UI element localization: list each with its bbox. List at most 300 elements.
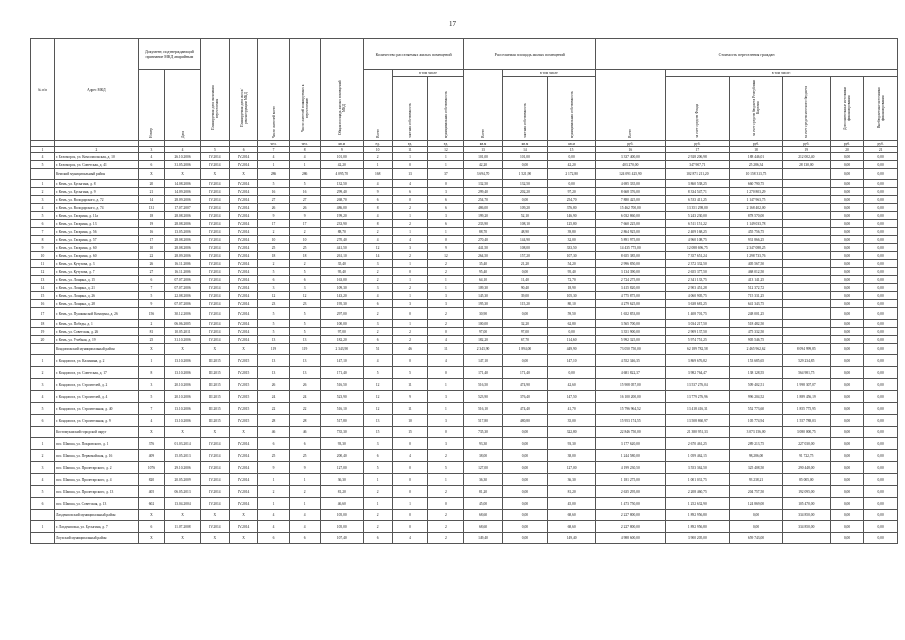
table-cell: 73 050 750,00 [596, 344, 665, 355]
table-cell: 28.08.2006 [165, 236, 201, 244]
table-cell: 8 [363, 204, 392, 212]
table-cell: 0,00 [502, 510, 547, 521]
table-cell: IV.2014 [200, 212, 229, 220]
table-cell: 95,40 [548, 268, 596, 276]
table-cell: 14 435 775,00 [596, 244, 665, 252]
table-cell: 13 508 860,97 [665, 415, 730, 427]
table-cell: 1 [392, 212, 428, 220]
address-cell: г. Кондопога, ул. Калинина, д. 2 [54, 355, 138, 367]
table-cell: 2 [138, 320, 164, 328]
table-cell: 333,50 [548, 244, 596, 252]
table-cell: Х [138, 510, 164, 521]
column-number-cell: 16 [596, 147, 665, 153]
table-cell: 22 [258, 403, 289, 415]
table-cell: 4 552 346,35 [596, 355, 665, 367]
table-cell: 3 553 362,50 [665, 462, 730, 474]
table-cell: 1 855 775,95 [782, 403, 830, 415]
table-cell: 1 [363, 498, 392, 510]
table-cell: 14.08.2006 [165, 180, 201, 188]
table-cell: 24 [289, 391, 320, 403]
table-cell: 18 [138, 212, 164, 220]
table-cell: 1 [392, 276, 428, 284]
table-cell: 182,20 [320, 336, 363, 344]
table-cell: 2 341 133,75 [665, 276, 730, 284]
table-cell: 5 [31, 212, 55, 220]
table-cell: 200,40 [320, 450, 363, 462]
table-cell: 516,10 [320, 403, 363, 415]
table-cell: 405 [138, 486, 164, 498]
table-cell: 41,70 [548, 403, 596, 415]
table-cell [782, 292, 830, 300]
table-cell: 0,00 [864, 344, 898, 355]
header-rooms-group: Количество расселяемых жилых помещений [363, 39, 464, 70]
table-cell: 20 [31, 336, 55, 344]
table-cell: 1 [31, 180, 55, 188]
unit-cell: руб. [864, 141, 898, 147]
table-cell: 68,60 [548, 521, 596, 533]
table-cell: 6 [392, 188, 428, 196]
table-cell: 5 [258, 320, 289, 328]
table-cell: 5 [289, 328, 320, 336]
table-row [31, 196, 898, 204]
table-cell: 97,00 [320, 328, 363, 336]
table-row [31, 498, 898, 510]
summary-row [31, 427, 898, 438]
table-cell: 12 [428, 252, 464, 260]
table-cell: 5 992 325,00 [596, 336, 665, 344]
table-cell: 42,20 [464, 161, 502, 169]
table-cell: 14 [31, 284, 55, 292]
table-cell: 0,00 [502, 196, 547, 204]
table-cell: 149,40 [464, 533, 502, 544]
table-cell: 376,80 [548, 204, 596, 212]
table-cell: 3 351 900,00 [596, 328, 665, 336]
table-cell: 10 [138, 244, 164, 252]
table-cell [782, 252, 830, 260]
table-cell: 12 088 696,75 [665, 244, 730, 252]
table-cell: 35,40 [464, 260, 502, 268]
table-cell: 2 [392, 328, 428, 336]
table-cell [31, 169, 55, 180]
table-cell: 0,00 [830, 427, 864, 438]
table-cell: 1 298 733,76 [730, 252, 783, 260]
column-number-cell: 17 [665, 147, 730, 153]
header-area-total: Всего [464, 70, 502, 141]
table-cell: 26 [289, 204, 320, 212]
table-cell: 2 [363, 308, 392, 320]
table-cell: 3 [363, 320, 392, 328]
table-cell: 4 [428, 336, 464, 344]
table-cell: 1 [392, 228, 428, 236]
table-cell: 10 [289, 236, 320, 244]
table-cell: 0,00 [864, 510, 898, 521]
table-cell: 7 880 425,00 [596, 196, 665, 204]
table-cell: 233,90 [464, 220, 502, 228]
address-cell: г. Кондопога, ул. Строителей, д. 4 [54, 391, 138, 403]
table-cell: 2 343,90 [320, 344, 363, 355]
column-number-cell: 2 [54, 147, 138, 153]
table-cell: 9 [258, 212, 289, 220]
table-cell: 3 900 205,00 [665, 533, 730, 544]
table-cell: 878 570,00 [730, 212, 783, 220]
table-cell [782, 220, 830, 228]
table-row [31, 328, 898, 336]
table-cell: IV.2014 [200, 204, 229, 212]
table-cell: 1 892 956,80 [665, 510, 730, 521]
table-cell: Х [138, 344, 164, 355]
table-cell: 46 [258, 427, 289, 438]
table-row [31, 276, 898, 284]
table-cell: Х [165, 427, 201, 438]
table-cell: 0,00 [548, 367, 596, 379]
table-cell: 15 796 964,52 [596, 403, 665, 415]
table-cell: IV.2014 [229, 521, 258, 533]
header-cost-group: Стоимость переселения граждан [596, 39, 898, 70]
table-cell: 0,00 [502, 161, 547, 169]
table-cell: IV.2014 [200, 462, 229, 474]
table-cell: 39,00 [502, 292, 547, 300]
table-cell: 15.05.2013 [165, 450, 201, 462]
table-cell: 2 372 332,50 [665, 260, 730, 268]
table-cell: 4 060 905,75 [665, 292, 730, 300]
table-cell: IV.2014 [229, 438, 258, 450]
header-cost-fund: за счет средств Фонда [665, 77, 730, 141]
address-cell: г. Кемь, ул. Гагарина, д. 60 [54, 244, 138, 252]
table-cell: IV.2014 [200, 320, 229, 328]
table-row [31, 212, 898, 220]
table-cell: 441,50 [464, 244, 502, 252]
table-cell: 0 [428, 367, 464, 379]
table-cell: 2 [428, 510, 464, 521]
table-cell: 4 [363, 292, 392, 300]
unit-cell: руб. [730, 141, 783, 147]
table-cell: 27 [138, 268, 164, 276]
table-cell: 2 [31, 367, 55, 379]
table-cell: 42,60 [548, 379, 596, 391]
table-cell: 1 408 701,75 [665, 308, 730, 320]
table-cell: 22 [138, 252, 164, 260]
table-cell: 13.05.2006 [165, 228, 201, 236]
table-cell: 25 [258, 244, 289, 252]
table-cell: 93,30 [464, 438, 502, 450]
table-cell: 3 415 820,00 [596, 284, 665, 292]
header-planned-end: Планируемая дата окончания переселения [200, 39, 229, 141]
header-area-municipal: муниципальная собственность [548, 77, 596, 141]
table-cell: 0,00 [830, 284, 864, 292]
table-cell: 905 546,75 [730, 336, 783, 344]
table-cell: 11 [392, 379, 428, 391]
table-cell: IV.2014 [229, 212, 258, 220]
table-cell: 147,10 [548, 355, 596, 367]
table-cell: 10 158 313,75 [730, 169, 783, 180]
address-cell: пос. Шапша, ул. Первомайская, д. 16 [54, 450, 138, 462]
table-cell: 25 [138, 336, 164, 344]
table-cell: 517,80 [464, 415, 502, 427]
table-cell: 90,40 [502, 284, 547, 292]
unit-cell: руб. [596, 141, 665, 147]
table-cell: 286 [289, 169, 320, 180]
unit-cell: руб. [782, 141, 830, 147]
table-cell: 290 448,00 [782, 462, 830, 474]
table-cell: 516,10 [464, 403, 502, 415]
summary-row [31, 169, 898, 180]
table-cell: 4 [31, 474, 55, 486]
column-number-cell: 11 [392, 147, 428, 153]
table-cell: 202,20 [502, 188, 547, 196]
table-cell: 0 [392, 308, 428, 320]
table-cell: 68,60 [548, 510, 596, 521]
header-total-area: Общая площадь жилых помещений МКД [320, 39, 363, 141]
table-cell: 3 638 681,25 [665, 300, 730, 308]
table-row [31, 367, 898, 379]
table-cell: 48,90 [502, 228, 547, 236]
table-cell: 4 [363, 212, 392, 220]
table-cell: 20.10.2006 [165, 379, 201, 391]
unit-cell: ед. [428, 141, 464, 147]
header-area-group: Расселяемая площадь жилых помещений [464, 39, 596, 70]
table-cell: 3 [363, 438, 392, 450]
table-cell: 101,00 [320, 153, 363, 161]
table-cell: IV.2014 [229, 486, 258, 498]
table-row [31, 308, 898, 320]
table-cell: 25 [258, 450, 289, 462]
table-cell: 3 034 217,50 [665, 320, 730, 328]
table-row [31, 391, 898, 403]
table-cell: IV.2014 [229, 153, 258, 161]
table-cell [31, 510, 55, 521]
table-cell: 1 [428, 379, 464, 391]
table-cell: 0,00 [864, 169, 898, 180]
table-cell: 17 [31, 308, 55, 320]
table-cell: 06.06.2005 [165, 320, 201, 328]
column-number-cell: 4 [165, 147, 201, 153]
table-cell: 62,80 [548, 320, 596, 328]
table-cell: 0,00 [830, 403, 864, 415]
table-cell: 6 [363, 300, 392, 308]
table-cell: 26 [289, 379, 320, 391]
table-cell: 0,00 [830, 252, 864, 260]
table-cell: 0,00 [864, 320, 898, 328]
table-cell: 45,00 [548, 498, 596, 510]
table-row [31, 300, 898, 308]
address-cell: г. Беломорск, ул. Советская, д. 41 [54, 161, 138, 169]
table-cell [782, 336, 830, 344]
column-number-cell: 3 [138, 147, 164, 153]
table-cell: 1 [392, 153, 428, 161]
table-cell: 52,10 [502, 212, 547, 220]
table-cell: 23 [258, 300, 289, 308]
table-cell: 2 [428, 260, 464, 268]
table-row [31, 474, 898, 486]
table-cell: 127,00 [464, 462, 502, 474]
table-cell: 0,00 [830, 268, 864, 276]
table-cell: 6 [289, 533, 320, 544]
table-cell: 81,20 [320, 486, 363, 498]
table-cell: 2 [363, 153, 392, 161]
table-cell: 0,00 [830, 161, 864, 169]
table-cell: 6 032 860,00 [596, 212, 665, 220]
header-rooms-private: частная собственность [392, 77, 428, 141]
table-cell: 204 757,50 [730, 486, 783, 498]
table-cell: 334 850,00 [782, 510, 830, 521]
table-cell: IV.2014 [200, 521, 229, 533]
table-cell: 12 [289, 292, 320, 300]
table-cell: 42,20 [320, 161, 363, 169]
address-cell: пос. Шапша, ул. Пролетарского, д. 4 [54, 474, 138, 486]
table-cell: 06.05.2013 [165, 486, 201, 498]
table-cell: 475 332,50 [730, 328, 783, 336]
table-cell: 0 [392, 196, 428, 204]
table-cell: 0,00 [864, 228, 898, 236]
table-cell: 109,20 [502, 204, 547, 212]
table-cell: 376 [138, 438, 164, 450]
table-cell: 0,00 [502, 308, 547, 320]
table-cell: 5 [289, 268, 320, 276]
table-cell: 119 [289, 344, 320, 355]
table-cell: 516,50 [320, 379, 363, 391]
table-cell: IV.2014 [200, 308, 229, 320]
header-cost-extra: Дополнительные источники финансирования [830, 77, 864, 141]
table-cell: IV.2014 [200, 161, 229, 169]
table-cell: 46,60 [320, 498, 363, 510]
table-cell: 2 [363, 268, 392, 276]
table-cell: 14 [138, 196, 164, 204]
table-cell: 13 [258, 336, 289, 344]
table-cell: III.2015 [200, 391, 229, 403]
table-cell: 0,00 [830, 450, 864, 462]
table-cell: 25 286,34 [730, 161, 783, 169]
table-cell [782, 204, 830, 212]
table-cell: 6 511 151,22 [665, 220, 730, 228]
table-cell: Х [229, 533, 258, 544]
table-cell: 9 [289, 212, 320, 220]
unit-cell: руб. [665, 141, 730, 147]
table-cell: 3 [363, 260, 392, 268]
table-cell: 9 [258, 462, 289, 474]
table-cell: 6 [289, 276, 320, 284]
table-cell: 8 094 999,85 [782, 344, 830, 355]
table-cell: 131 [138, 204, 164, 212]
address-cell: Кондопожский муниципальный район [54, 344, 138, 355]
table-cell: Х [165, 344, 201, 355]
table-cell: 227 030,00 [782, 438, 830, 450]
table-cell: 0,00 [830, 220, 864, 228]
summary-row [31, 533, 898, 544]
table-row [31, 486, 898, 498]
table-cell: 45,00 [464, 498, 502, 510]
table-cell: 0,00 [830, 415, 864, 427]
table-cell: 20.05.2009 [165, 474, 201, 486]
table-cell: 0,00 [864, 474, 898, 486]
table-cell: 105 470,00 [782, 498, 830, 510]
table-cell: IV.2014 [200, 474, 229, 486]
address-cell: г. Кемь, ул. Пушкинской Коммуны, д. 26 [54, 308, 138, 320]
table-cell: 5 [289, 320, 320, 328]
table-cell: 72,70 [548, 276, 596, 284]
table-cell: IV.2014 [200, 328, 229, 336]
table-cell: 13 [363, 415, 392, 427]
table-cell: Х [229, 344, 258, 355]
table-cell: 16 100 200,00 [596, 391, 665, 403]
table-cell: 3 [428, 292, 464, 300]
table-cell: 0,00 [864, 180, 898, 188]
table-cell: IV.2014 [229, 252, 258, 260]
table-cell: 91 722,75 [782, 450, 830, 462]
table-cell: 931 866,25 [730, 236, 783, 244]
address-cell: г. Кемь, ул. Гагарина, д. 11а [54, 212, 138, 220]
table-cell: IV.2014 [229, 220, 258, 228]
address-cell: пос. Шапша, ул. Советская, д. 13 [54, 498, 138, 510]
table-cell: 132,50 [502, 180, 547, 188]
table-cell: 67,70 [502, 336, 547, 344]
table-cell: 18 [258, 252, 289, 260]
table-cell: 31.05.2006 [165, 161, 201, 169]
table-cell: 289 213,75 [730, 438, 783, 450]
table-cell: 51 [363, 344, 392, 355]
table-cell: 1 [428, 228, 464, 236]
table-cell: 405 567,50 [730, 260, 783, 268]
table-cell: 9 [138, 300, 164, 308]
table-cell: 37 [428, 169, 464, 180]
table-cell: 0,00 [548, 153, 596, 161]
table-cell: 441,50 [320, 244, 363, 252]
address-cell: г. Кондопога, ул. Строительная, д. 40 [54, 403, 138, 415]
table-cell: 0,00 [864, 391, 898, 403]
table-cell: 171,40 [502, 367, 547, 379]
table-cell: 6 [428, 196, 464, 204]
table-cell: 16 [258, 188, 289, 196]
table-cell: 4 988 600,00 [596, 533, 665, 544]
table-cell: 11 [428, 344, 464, 355]
table-cell: 15 [31, 292, 55, 300]
table-cell: 0,00 [830, 344, 864, 355]
table-cell: 2 409 168,25 [665, 228, 730, 236]
table-cell: Х [200, 344, 229, 355]
table-cell: 13 [289, 367, 320, 379]
table-cell: Х [138, 427, 164, 438]
header-cost-region: за счет средств бюджета Республики Карелия [730, 77, 783, 141]
column-number-cell: 15 [548, 147, 596, 153]
table-cell: 28.09.2006 [165, 252, 201, 260]
header-address: Адрес МКД [54, 39, 138, 141]
table-cell: 4 [31, 204, 55, 212]
table-cell: 1 998 307,07 [782, 379, 830, 391]
table-cell: 2 [363, 521, 392, 533]
table-cell: 95,40 [320, 268, 363, 276]
table-cell: 4 [31, 391, 55, 403]
header-date: Дата [165, 70, 201, 141]
table-cell: 6 [31, 220, 55, 228]
table-cell: 297,00 [320, 308, 363, 320]
table-cell: IV.2014 [200, 498, 229, 510]
table-cell: 0,00 [864, 438, 898, 450]
table-cell: 10 [258, 236, 289, 244]
table-cell: IV.2014 [200, 438, 229, 450]
address-cell: г. Кемь, ул. Гагарина, д. 13 [54, 220, 138, 228]
table-cell: IV.2014 [229, 292, 258, 300]
table-cell [782, 244, 830, 252]
table-cell: 0,00 [864, 244, 898, 252]
table-cell: 8 655 385,00 [596, 252, 665, 260]
table-cell: 2 227 800,00 [596, 521, 665, 533]
table-cell: 0,00 [502, 355, 547, 367]
table-cell: 254,70 [464, 196, 502, 204]
table-cell: IV.2014 [229, 498, 258, 510]
table-cell: 0,00 [864, 252, 898, 260]
table-cell: 105,00 [320, 521, 363, 533]
table-cell: 8 [138, 367, 164, 379]
table-cell: 641 343,75 [730, 300, 783, 308]
